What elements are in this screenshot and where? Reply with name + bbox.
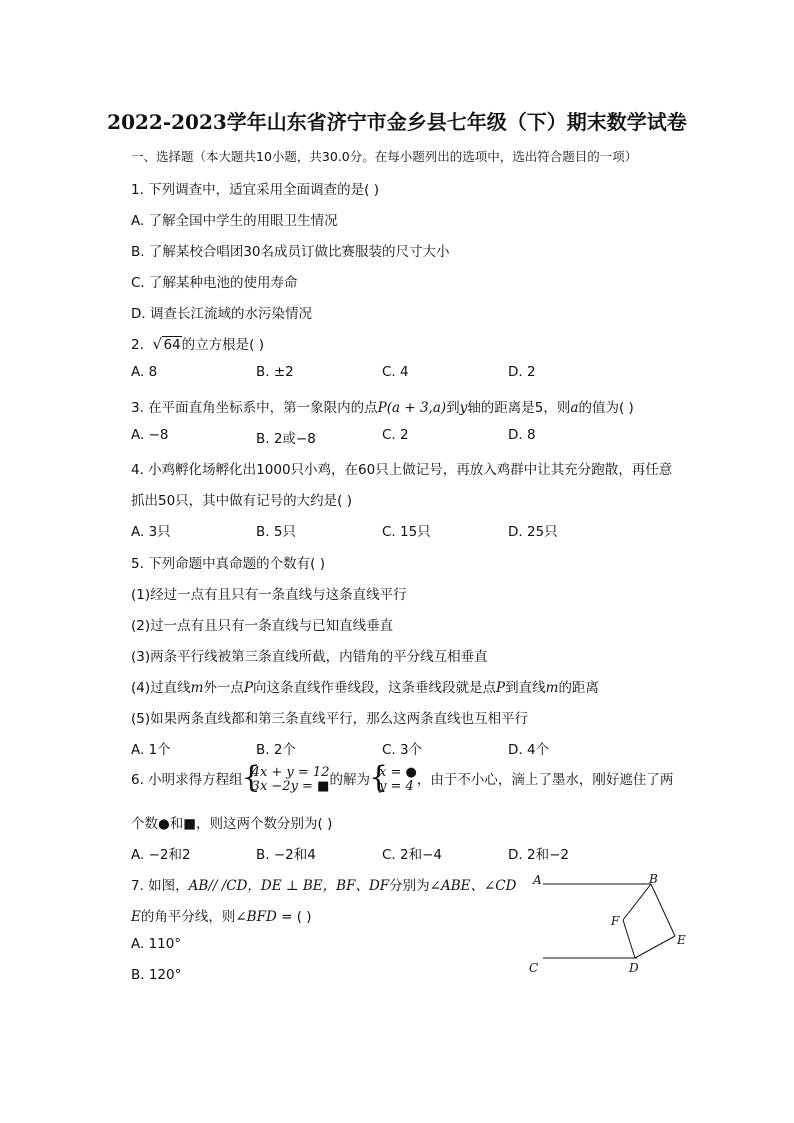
question-4-option-a: A. 3只	[131, 524, 171, 540]
page-title: 2022-2023学年山东省济宁市金乡县七年级（下）期末数学试卷	[107, 110, 687, 134]
square-root: √ 64	[152, 335, 181, 353]
question-7-stem: 7. 如图，AB// /CD，DE ⊥ BE，BF、DF分别为∠ABE、∠CD	[131, 878, 517, 894]
question-4-stem: 4. 小鸡孵化场孵化出1000只小鸡，在60只上做记号，再放入鸡群中让其充分跑散，再任意	[131, 462, 673, 478]
question-1-option-c: C. 了解某种电池的使用寿命	[131, 275, 298, 291]
question-6-option-c: C. 2和−4	[382, 847, 442, 863]
question-7-option-b: B. 120°	[131, 967, 182, 983]
segment-de	[635, 936, 675, 958]
question-5-option-c: C. 3个	[382, 742, 423, 758]
question-3-option-c: C. 2	[382, 427, 409, 443]
label-d: D	[629, 961, 639, 975]
question-1-option-b: B. 了解某校合唱团30名成员订做比赛服装的尺寸大小	[131, 244, 450, 260]
solution-system: { x = ● y = 4	[368, 760, 417, 795]
question-7-stem-continued: E的角平分线，则∠BFD = ( )	[131, 909, 312, 925]
segment-df	[623, 920, 635, 958]
question-2-stem: 2. √ 64的立方根是( )	[131, 335, 264, 353]
question-7-option-a: A. 110°	[131, 936, 182, 952]
question-3-option-b: B. 2或−8	[256, 431, 316, 447]
question-6-stem: 6. 小明求得方程组 { 4x + y = 12 3x −2y = ■的解为 { x = ● y = 4 ，由于不小心，滴上了墨水，刚好遮住了两	[131, 760, 674, 795]
label-c: C	[529, 961, 539, 975]
label-a: A	[533, 873, 542, 887]
geometry-figure	[525, 868, 695, 978]
question-3-option-d: D. 8	[508, 427, 536, 443]
question-5-proposition-4: (4)过直线m外一点P向这条直线作垂线段，这条垂线段就是点P到直线m的距离	[131, 680, 599, 696]
question-2-option-d: D. 2	[508, 364, 536, 380]
question-1-stem: 1. 下列调查中，适宜采用全面调查的是( )	[131, 182, 379, 198]
question-6-option-b: B. −2和4	[256, 847, 316, 863]
question-2-option-a: A. 8	[131, 364, 158, 380]
label-f: F	[611, 914, 620, 928]
question-2-option-c: C. 4	[382, 364, 409, 380]
question-5-proposition-5: (5)如果两条直线都和第三条直线平行，那么这两条直线也互相平行	[131, 711, 529, 727]
question-6-stem-continued: 个数●和■，则这两个数分别为( )	[131, 816, 333, 832]
label-b: B	[649, 872, 658, 886]
question-5-proposition-2: (2)过一点有且只有一条直线与已知直线垂直	[131, 618, 394, 634]
question-3-option-a: A. −8	[131, 427, 169, 443]
segment-be	[651, 884, 675, 936]
question-4-option-c: C. 15只	[382, 524, 431, 540]
section-heading: 一、选择题（本大题共10小题，共30.0分。在每小题列出的选项中，选出符合题目的一项）	[131, 149, 638, 164]
question-4-stem-continued: 抓出50只，其中做有记号的大约是( )	[131, 493, 353, 509]
question-5-stem: 5. 下列命题中真命题的个数有( )	[131, 556, 325, 572]
question-1-option-d: D. 调查长江流域的水污染情况	[131, 306, 312, 322]
question-2-option-b: B. ±2	[256, 364, 294, 380]
question-6-option-d: D. 2和−2	[508, 847, 569, 863]
question-5-proposition-1: (1)经过一点有且只有一条直线与这条直线平行	[131, 587, 407, 603]
question-4-option-b: B. 5只	[256, 524, 296, 540]
question-3-stem: 3. 在平面直角坐标系中，第一象限内的点P(a + 3,a)到y轴的距离是5，则a的值为( )	[131, 400, 634, 416]
question-5-option-d: D. 4个	[508, 742, 550, 758]
equation-system: { 4x + y = 12 3x −2y = ■	[241, 760, 330, 795]
question-6-option-a: A. −2和2	[131, 847, 191, 863]
question-1-option-a: A. 了解全国中学生的用眼卫生情况	[131, 213, 338, 229]
question-5-proposition-3: (3)两条平行线被第三条直线所截，内错角的平分线互相垂直	[131, 649, 488, 665]
question-5-option-b: B. 2个	[256, 742, 296, 758]
label-e: E	[677, 933, 686, 947]
question-5-option-a: A. 1个	[131, 742, 171, 758]
segment-bf	[623, 884, 651, 920]
question-4-option-d: D. 25只	[508, 524, 558, 540]
